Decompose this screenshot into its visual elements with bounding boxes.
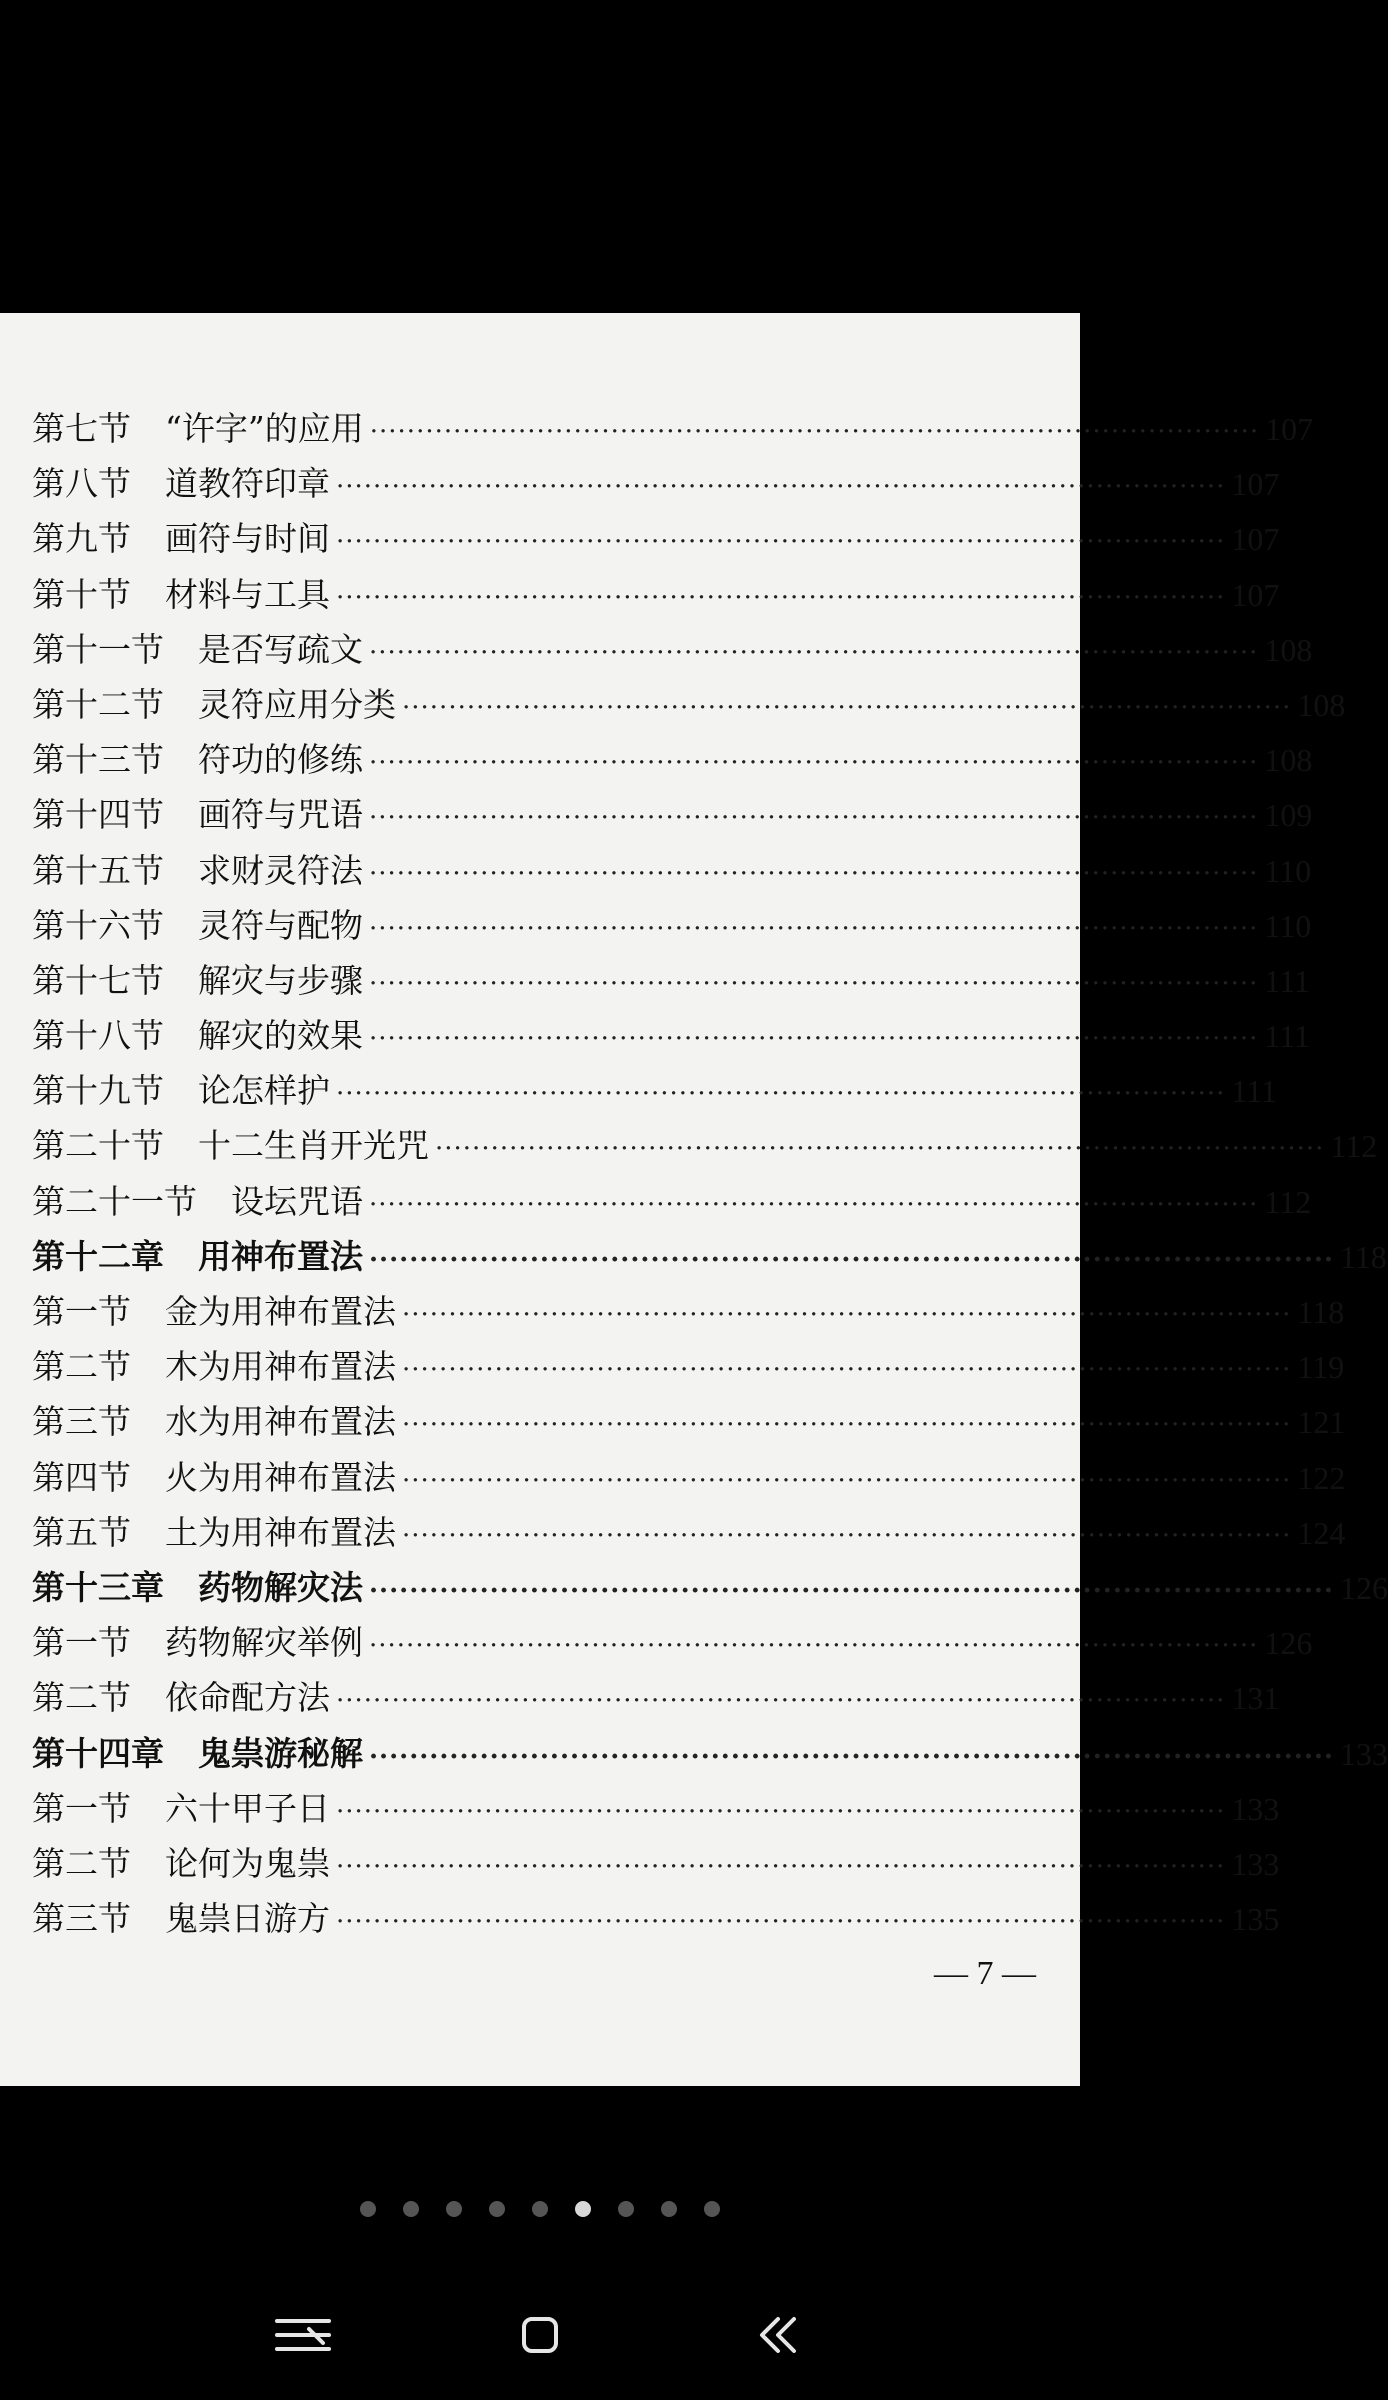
toc-entry-title: 依命配方法	[165, 1678, 330, 1718]
toc-entry-page-number: 121	[1297, 1404, 1346, 1441]
toc-section-row	[32, 679, 1346, 734]
toc-entry-label: 第十九节	[32, 1071, 164, 1111]
toc-section-row	[32, 1672, 1280, 1727]
toc-entry-title: 是否写疏文	[198, 629, 363, 669]
toc-section-row	[32, 900, 1312, 955]
toc-leader-dots: ································································································	[369, 1244, 1334, 1275]
toc-entry-title: 解灾与步骤	[198, 960, 363, 1000]
toc-entry-page-number: 126	[1264, 1625, 1313, 1662]
toc-section-row	[32, 403, 1314, 458]
toc-leader-dots: ································································································	[336, 1686, 1226, 1717]
toc-leader-dots: ································································································	[336, 1907, 1226, 1938]
toc-section-row	[32, 1176, 1312, 1231]
toc-section-row	[32, 1065, 1278, 1120]
home-button[interactable]	[505, 2300, 575, 2370]
back-button[interactable]	[743, 2300, 813, 2370]
toc-leader-dots: ································································································	[435, 1134, 1325, 1165]
toc-entry-page-number: 107	[1231, 466, 1280, 503]
toc-chapter-row	[32, 1728, 1388, 1783]
toc-entry-label: 第五节	[32, 1512, 131, 1552]
toc-entry-page-number: 108	[1264, 631, 1313, 668]
toc-entry-title: 材料与工具	[165, 574, 330, 614]
page-indicator-dot	[661, 2201, 677, 2217]
toc-leader-dots: ································································································	[369, 637, 1259, 668]
toc-entry-page-number: 135	[1231, 1901, 1280, 1938]
toc-entry-title: 解灾的效果	[198, 1016, 363, 1056]
toc-entry-label: 第十四节	[32, 795, 164, 835]
toc-entry-label: 第三节	[32, 1899, 131, 1939]
toc-leader-dots: ································································································	[402, 1520, 1292, 1551]
toc-entry-page-number: 118	[1297, 1294, 1345, 1330]
toc-section-row	[32, 458, 1280, 513]
toc-leader-dots: ································································································	[369, 968, 1259, 999]
toc-entry-label: 第十三节	[32, 740, 164, 780]
toc-leader-dots: ································································································	[369, 1024, 1259, 1055]
toc-entry-page-number: 111	[1231, 1073, 1278, 1110]
toc-entry-page-number: 119	[1297, 1349, 1345, 1386]
toc-chapter-row	[32, 1231, 1387, 1286]
toc-section-row	[32, 1010, 1311, 1065]
toc-leader-dots: ································································································	[336, 1851, 1226, 1882]
toc-entry-page-number: 124	[1297, 1514, 1346, 1551]
system-navigation-bar	[0, 2290, 1080, 2380]
table-of-contents	[32, 403, 1388, 1948]
toc-entry-label: 第二节	[32, 1347, 131, 1387]
toc-entry-label: 第一节	[32, 1292, 131, 1331]
toc-leader-dots: ································································································	[369, 803, 1259, 834]
toc-leader-dots: ································································································	[402, 1355, 1292, 1386]
toc-section-row	[32, 513, 1280, 568]
toc-entry-page-number: 112	[1330, 1128, 1378, 1165]
toc-entry-label: 第二节	[32, 1678, 131, 1718]
toc-leader-dots: ································································································	[369, 858, 1259, 889]
toc-entry-title: 木为用神布置法	[165, 1347, 396, 1387]
toc-section-row	[32, 1507, 1346, 1562]
toc-entry-page-number: 131	[1231, 1680, 1280, 1717]
toc-leader-dots: ································································································	[336, 472, 1226, 503]
toc-leader-dots: ································································································	[369, 1631, 1259, 1662]
toc-entry-title: 画符与咒语	[198, 795, 363, 835]
toc-entry-page-number: 133	[1339, 1735, 1388, 1772]
toc-entry-page-number: 107	[1231, 521, 1280, 558]
toc-leader-dots: ································································································	[402, 1300, 1292, 1330]
toc-leader-dots: ································································································	[336, 1079, 1226, 1110]
toc-entry-page-number: 108	[1264, 742, 1313, 779]
page-indicator-dot	[360, 2201, 376, 2217]
toc-entry-page-number: 107	[1231, 576, 1280, 613]
toc-entry-title: 十二生肖开光咒	[198, 1126, 429, 1166]
toc-entry-label: 第二节	[32, 1843, 131, 1883]
toc-entry-label: 第一节	[32, 1623, 131, 1663]
page-indicator	[0, 2201, 1080, 2217]
toc-section-row	[32, 955, 1311, 1010]
toc-leader-dots: ································································································	[336, 582, 1226, 613]
toc-entry-label: 第八节	[32, 464, 131, 504]
page-indicator-dot	[575, 2201, 591, 2217]
toc-entry-title: 火为用神布置法	[165, 1457, 396, 1497]
home-icon	[520, 2315, 560, 2355]
toc-entry-label: 第十七节	[32, 960, 164, 1000]
toc-leader-dots: ································································································	[369, 1189, 1259, 1220]
page-indicator-dot	[704, 2201, 720, 2217]
toc-entry-title: 设坛咒语	[231, 1181, 363, 1221]
page-indicator-dot	[489, 2201, 505, 2217]
toc-entry-title: 土为用神布置法	[165, 1512, 396, 1552]
toc-entry-page-number: 111	[1264, 962, 1311, 999]
toc-entry-label: 第一节	[32, 1788, 131, 1828]
toc-leader-dots: ································································································	[369, 748, 1259, 779]
book-page	[0, 313, 1388, 2086]
toc-entry-title: 符功的修练	[198, 740, 363, 780]
toc-entry-label: 第二十节	[32, 1126, 164, 1166]
toc-entry-label: 第三节	[32, 1402, 131, 1442]
back-icon	[756, 2315, 800, 2355]
toc-entry-page-number: 133	[1231, 1845, 1280, 1882]
toc-entry-title: 药物解灾法	[198, 1567, 363, 1607]
toc-section-row	[32, 1120, 1378, 1175]
toc-section-row	[32, 1838, 1280, 1893]
toc-entry-label: 第十八节	[32, 1016, 164, 1056]
toc-entry-page-number: 112	[1264, 1183, 1312, 1220]
toc-section-row	[32, 734, 1313, 789]
toc-entry-label: 第十三章	[32, 1567, 164, 1607]
toc-entry-label: 第十二章	[32, 1236, 164, 1276]
toc-section-row	[32, 1452, 1346, 1507]
toc-entry-title: 鬼祟日游方	[165, 1899, 330, 1939]
toc-entry-title: 画符与时间	[165, 519, 330, 559]
toc-section-row	[32, 1396, 1346, 1451]
toc-section-row	[32, 789, 1313, 844]
toc-entry-label: 第四节	[32, 1457, 131, 1497]
toc-entry-label: 第七节	[32, 409, 131, 448]
toc-entry-label: 第二十一节	[32, 1181, 197, 1221]
toc-entry-label: 第十二节	[32, 684, 164, 724]
toc-leader-dots: ································································································	[402, 1410, 1292, 1441]
page-number-folio: — 7 —	[934, 1955, 1036, 1992]
toc-entry-label: 第十四章	[32, 1733, 164, 1773]
toc-entry-title: 灵符与配物	[198, 905, 363, 945]
toc-section-row	[32, 624, 1313, 679]
toc-entry-title: “许字”的应用	[165, 409, 364, 448]
page-indicator-dot	[446, 2201, 462, 2217]
menu-icon	[273, 2315, 333, 2355]
toc-leader-dots: ································································································	[369, 913, 1259, 944]
toc-entry-title: 论怎样护	[198, 1071, 330, 1111]
toc-entry-page-number: 122	[1297, 1459, 1346, 1496]
toc-leader-dots: ································································································	[336, 527, 1226, 558]
toc-section-row	[32, 1286, 1345, 1341]
recent-apps-button[interactable]	[268, 2300, 338, 2370]
toc-section-row	[32, 845, 1312, 900]
toc-entry-page-number: 107	[1265, 411, 1314, 447]
toc-leader-dots: ································································································	[402, 1465, 1292, 1496]
toc-section-row	[32, 1617, 1313, 1672]
toc-entry-page-number: 111	[1264, 1018, 1311, 1055]
toc-leader-dots: ································································································	[336, 1796, 1226, 1827]
toc-entry-label: 第十节	[32, 574, 131, 614]
toc-leader-dots: ································································································	[402, 692, 1292, 723]
toc-entry-page-number: 110	[1264, 907, 1312, 944]
toc-chapter-row	[32, 1562, 1388, 1617]
toc-entry-label: 第十一节	[32, 629, 164, 669]
toc-leader-dots: ································································································	[369, 417, 1260, 447]
toc-entry-title: 金为用神布置法	[165, 1292, 396, 1331]
toc-entry-page-number: 133	[1231, 1790, 1280, 1827]
toc-section-row	[32, 1341, 1345, 1396]
toc-entry-title: 道教符印章	[165, 464, 330, 504]
toc-entry-title: 灵符应用分类	[198, 684, 396, 724]
toc-leader-dots: ································································································	[369, 1741, 1334, 1772]
toc-entry-title: 水为用神布置法	[165, 1402, 396, 1442]
toc-entry-page-number: 118	[1339, 1238, 1387, 1275]
toc-entry-page-number: 110	[1264, 852, 1312, 889]
toc-entry-page-number: 126	[1339, 1569, 1388, 1606]
page-indicator-dot	[403, 2201, 419, 2217]
toc-entry-page-number: 108	[1297, 686, 1346, 723]
page-indicator-dot	[618, 2201, 634, 2217]
toc-entry-title: 药物解灾举例	[165, 1623, 363, 1663]
toc-entry-label: 第十五节	[32, 850, 164, 890]
toc-entry-title: 用神布置法	[198, 1236, 363, 1276]
toc-section-row	[32, 1783, 1280, 1838]
toc-entry-label: 第十六节	[32, 905, 164, 945]
toc-entry-title: 求财灵符法	[198, 850, 363, 890]
page-indicator-dot	[532, 2201, 548, 2217]
toc-entry-page-number: 109	[1264, 797, 1313, 834]
toc-section-row	[32, 569, 1280, 624]
toc-entry-title: 六十甲子日	[165, 1788, 330, 1828]
toc-entry-label: 第九节	[32, 519, 131, 559]
toc-entry-title: 论何为鬼祟	[165, 1843, 330, 1883]
toc-entry-title: 鬼祟游秘解	[198, 1733, 363, 1773]
toc-section-row	[32, 1893, 1280, 1948]
toc-leader-dots: ································································································	[369, 1575, 1334, 1606]
